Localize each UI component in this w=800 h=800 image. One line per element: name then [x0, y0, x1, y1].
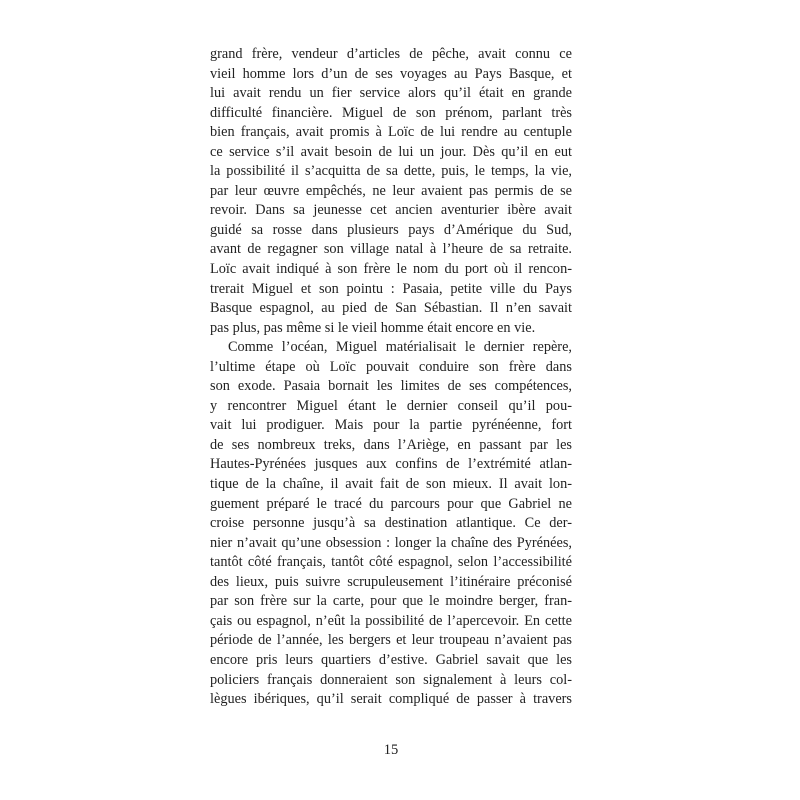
- text-line: son exode. Pasaia bornait les limites de ses compétences,: [210, 378, 572, 395]
- text-line: Basque espagnol, au pied de San Sébastian. Il n’en savait: [210, 300, 572, 317]
- text-line: tique de la chaîne, il avait fait de son mieux. Il avait lon-: [210, 476, 572, 493]
- text-line: bien français, avait promis à Loïc de lui rendre au centuple: [210, 124, 572, 141]
- text-line: Comme l’océan, Miguel matérialisait le dernier repère,: [228, 339, 572, 356]
- text-line: l’ultime étape où Loïc pouvait conduire son frère dans: [210, 358, 572, 375]
- text-line: avant de regagner son village natal à l’heure de sa retraite.: [210, 241, 572, 258]
- text-line: de ses nombreux treks, dans l’Ariège, en passant par les: [210, 436, 572, 453]
- text-line: revoir. Dans sa jeunesse cet ancien aventurier ibère avait: [210, 202, 572, 219]
- text-line: difficulté financière. Miguel de son prénom, parlant très: [210, 104, 572, 121]
- text-line: croise personne jusqu’à sa destination atlantique. Ce der-: [210, 515, 572, 532]
- text-line: policiers français donneraient son signalement à leurs col-: [210, 671, 572, 688]
- text-line: pas plus, pas même si le vieil homme était encore en vie.: [210, 319, 536, 336]
- text-line: vieil homme lors d’un de ses voyages au Pays Basque, et: [210, 65, 572, 82]
- text-line: lui avait rendu un fier service alors qu’il était en grande: [210, 85, 572, 102]
- text-line: par leur œuvre empêchés, ne leur avaient pas permis de se: [210, 182, 572, 199]
- paragraph: [210, 45, 572, 338]
- text-line: Loïc avait indiqué à son frère le nom du port où il rencon-: [210, 261, 572, 278]
- text-line: la possibilité il s’acquitta de sa dette, puis, le temps, la vie,: [210, 163, 572, 180]
- text-line: des lieux, puis suivre scrupuleusement l’itinéraire préconisé: [210, 573, 572, 590]
- body-text: [210, 45, 572, 710]
- paragraph: [210, 338, 572, 709]
- text-line: encore pris leurs quartiers d’estive. Gabriel savait que les: [210, 651, 572, 668]
- text-line: vait lui prodiguer. Mais pour la partie pyrénéenne, fort: [210, 417, 572, 434]
- text-line: Hautes-Pyrénées jusques aux confins de l’extrémité atlan-: [210, 456, 572, 473]
- text-line: guidé sa rosse dans plusieurs pays d’Amérique du Sud,: [210, 221, 572, 238]
- text-line: grand frère, vendeur d’articles de pêche, avait connu ce: [210, 46, 572, 62]
- text-line: guement préparé le tracé du parcours pour que Gabriel ne: [210, 495, 572, 512]
- page-number: 15: [383, 742, 399, 758]
- text-line: ce service s’il avait besoin de lui un jour. Dès qu’il en eut: [210, 143, 572, 160]
- text-line: trerait Miguel et son pointu : Pasaia, petite ville du Pays: [210, 280, 572, 297]
- text-line: tantôt côté français, tantôt côté espagnol, selon l’accessibilité: [210, 554, 572, 571]
- text-line: y rencontrer Miguel étant le dernier conseil qu’il pou-: [210, 397, 572, 414]
- text-line: période de l’année, les bergers et leur troupeau n’avaient pas: [210, 632, 572, 649]
- text-line: çais ou espagnol, n’eût la possibilité de l’apercevoir. En cette: [210, 612, 572, 629]
- text-line: lègues ibériques, qu’il serait compliqué de passer à travers: [210, 691, 572, 708]
- text-line: nier n’avait qu’une obsession : longer la chaîne des Pyrénées,: [210, 534, 572, 551]
- text-line: par son frère sur la carte, pour que le moindre berger, fran-: [210, 593, 572, 610]
